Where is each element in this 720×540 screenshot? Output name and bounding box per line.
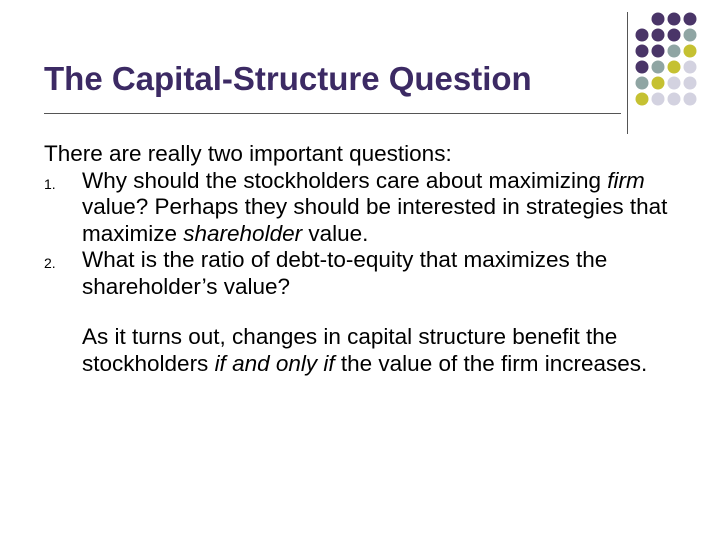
decorative-dot (652, 93, 665, 106)
decorative-dot (636, 93, 649, 106)
decorative-dot (684, 77, 697, 90)
conclusion-text: As it turns out, changes in capital structure benefit the stockholders if and only if the value of the firm increases. (82, 324, 648, 376)
title-horizontal-divider (44, 113, 621, 114)
decorative-dot (684, 93, 697, 106)
intro-text: There are really two important questions: (44, 141, 452, 166)
decorative-dot (652, 77, 665, 90)
decorative-dot (668, 77, 681, 90)
decorative-dot (668, 45, 681, 58)
decorative-dot (652, 13, 665, 26)
slide-body (44, 141, 684, 377)
decorative-dot (636, 45, 649, 58)
question-1-text: Why should the stockholders care about maximizing firm value? Perhaps they should be interested in strategies that maximize shareholder value. (82, 167, 668, 246)
decorative-dot (652, 61, 665, 74)
emphasis-if-and-only-if: if and only if (214, 350, 335, 376)
question-number-2: 2. (44, 255, 56, 271)
question-item-2 (44, 247, 684, 300)
decorative-dot (668, 29, 681, 42)
decorative-dot (668, 93, 681, 106)
question-number-1: 1. (44, 175, 56, 192)
slide-title: The Capital-Structure Question (44, 60, 532, 97)
decorative-dot (636, 61, 649, 74)
questions-list (44, 168, 684, 301)
decorative-dot (636, 29, 649, 42)
emphasis-firm: firm (607, 167, 645, 193)
decorative-dot (636, 77, 649, 90)
title-vertical-divider (627, 12, 628, 134)
decorative-dot (684, 45, 697, 58)
decorative-dot (668, 61, 681, 74)
decorative-dot (684, 13, 697, 26)
question-item-1 (44, 168, 684, 248)
decorative-dot (684, 61, 697, 74)
decorative-dot (652, 45, 665, 58)
question-2-text: What is the ratio of debt-to-equity that maximizes the shareholder’s value? (82, 247, 608, 299)
decorative-dot (668, 13, 681, 26)
decorative-dot (684, 29, 697, 42)
decorative-dot (652, 29, 665, 42)
emphasis-shareholder: shareholder (183, 220, 303, 246)
